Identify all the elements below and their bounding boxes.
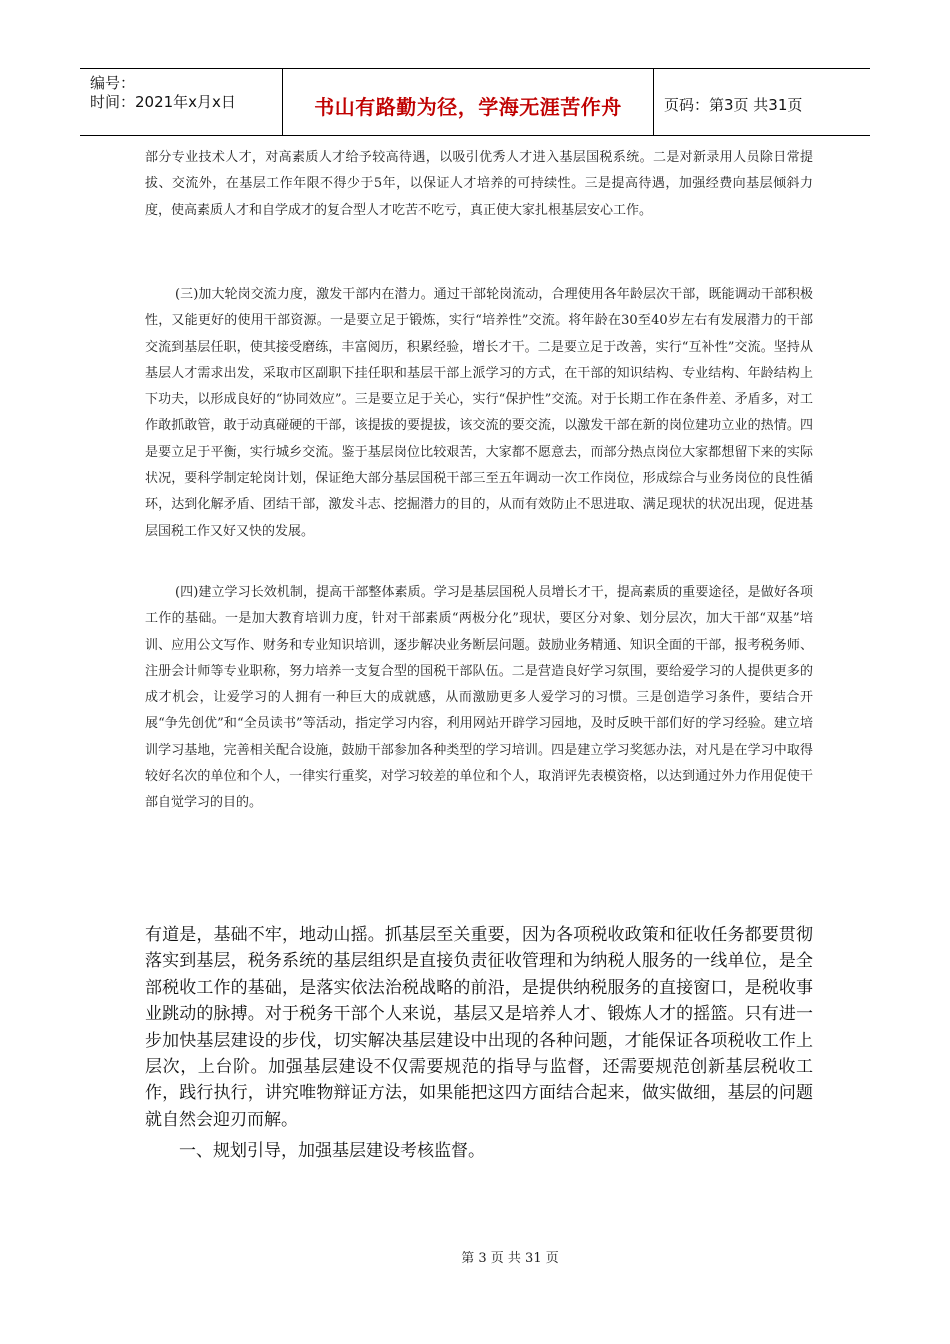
paragraph-foundation: 有道是，基础不牢，地动山摇。抓基层至关重要，因为各项税收政策和征收任务都要贯彻落实到基层，税务系统的基层组织是直接负责征收管理和为纳税人服务的一线单位，是全部税收工作的基础，是落实依法治税战略的前沿，是提供纳税服务的直接窗口，是税收事业跳动的脉搏。对于税务干部个人来说，基层又是培养人才、锻炼人才的摇篮。只有进一步加快基层建设的步伐，切实解决基层建设中出现的各种问题，才能保证各项税收工作上层次，上台阶。加强基层建设不仅需要规范的指导与监督，还需要规范创新基层税收工作，践行执行，讲究唯物辩证方法，如果能把这四方面结合起来，做实做细，基层的问题就自然会迎刃而解。	[145, 925, 813, 1130]
paragraph-learning: (四)建立学习长效机制，提高干部整体素质。学习是基层国税人员增长才干，提高素质的重要途径，是做好各项工作的基础。一是加大教育培训力度，针对干部素质“两极分化”现状，要区分对象、划分层次，加大干部“双基”培训、应用公文写作、财务和专业知识培训，逐步解决业务断层问题。鼓励业务精通、知识全面的干部，报考税务师、注册会计师等专业职称，努力培养一支复合型的国税干部队伍。二是营造良好学习氛围，要给爱学习的人提供更多的成才机会，让爱学习的人拥有一种巨大的成就感，从而激励更多人爱学习的习惯。三是创造学习条件，要结合开展“争先创优”和“全员读书”等活动，指定学习内容，利用网站开辟学习园地，及时反映干部们好的学习经验。建立培训学习基地，完善相关配合设施，鼓励干部参加各种类型的学习培训。四是建立学习奖惩办法，对凡是在学习中取得较好名次的单位和个人，一律实行重奖，对学习较差的单位和个人，取消评先表模资格，以达到通过外力作用促使干部自觉学习的目的。	[145, 585, 813, 811]
page-footer: 第 3 页 共 31 页	[461, 1251, 559, 1266]
header-middle-cell	[283, 69, 654, 135]
time-label: 时间：2021年x月x日	[90, 93, 236, 111]
paragraph-rotation: (三)加大轮岗交流力度，激发干部内在潜力。通过干部轮岗流动，合理使用各年龄层次干部，既能调动干部积极性，又能更好的使用干部资源。一是要立足于锻炼，实行“培养性”交流。将年龄在30至40岁左右有发展潜力的干部交流到基层任职，使其接受磨练，丰富阅历，积累经验，增长才干。二是要立足于改善，实行“互补性”交流。坚持从基层人才需求出发，采取市区副职下挂任职和基层干部上派学习的方式，在干部的知识结构、专业结构、年龄结构上下功夫，以形成良好的“协同效应”。三是要立足于关心，实行“保护性”交流。对于长期工作在条件差、矛盾多，对工作敢抓敢管，敢于动真碰硬的干部，该提拔的要提拔，该交流的要交流，以激发干部在新的岗位建功立业的热情。四是要立足于平衡，实行城乡交流。鉴于基层岗位比较艰苦，大家都不愿意去，而部分热点岗位大家都想留下来的实际状况，要科学制定轮岗计划，保证绝大部分基层国税干部三至五年调动一次工作岗位，形成综合与业务岗位的良性循环，达到化解矛盾、团结干部，激发斗志、挖掘潜力的目的，从而有效防止不思进取、满足现状的状况出现，促进基层国税工作又好又快的发展。	[145, 287, 813, 539]
serial-label: 编号：	[90, 74, 136, 92]
header-right-cell	[654, 69, 870, 135]
header-left-cell	[80, 69, 283, 135]
paragraph-talent: 部分专业技术人才，对高素质人才给予较高待遇，以吸引优秀人才进入基层国税系统。二是对新录用人员除日常提拔、交流外，在基层工作年限不得少于5年，以保证人才培养的可持续性。三是提高待遇，加强经费向基层倾斜力度，使高素质人才和自学成才的复合型人才吃苦不吃亏，真正使大家扎根基层安心工作。	[145, 150, 813, 218]
section-heading-1: 一、规划引导，加强基层建设考核监督。	[179, 1141, 485, 1161]
page-code: 页码：第3页 共31页	[664, 96, 803, 114]
page-header	[80, 68, 870, 136]
header-motto: 书山有路勤为径，学海无涯苦作舟	[314, 95, 622, 119]
